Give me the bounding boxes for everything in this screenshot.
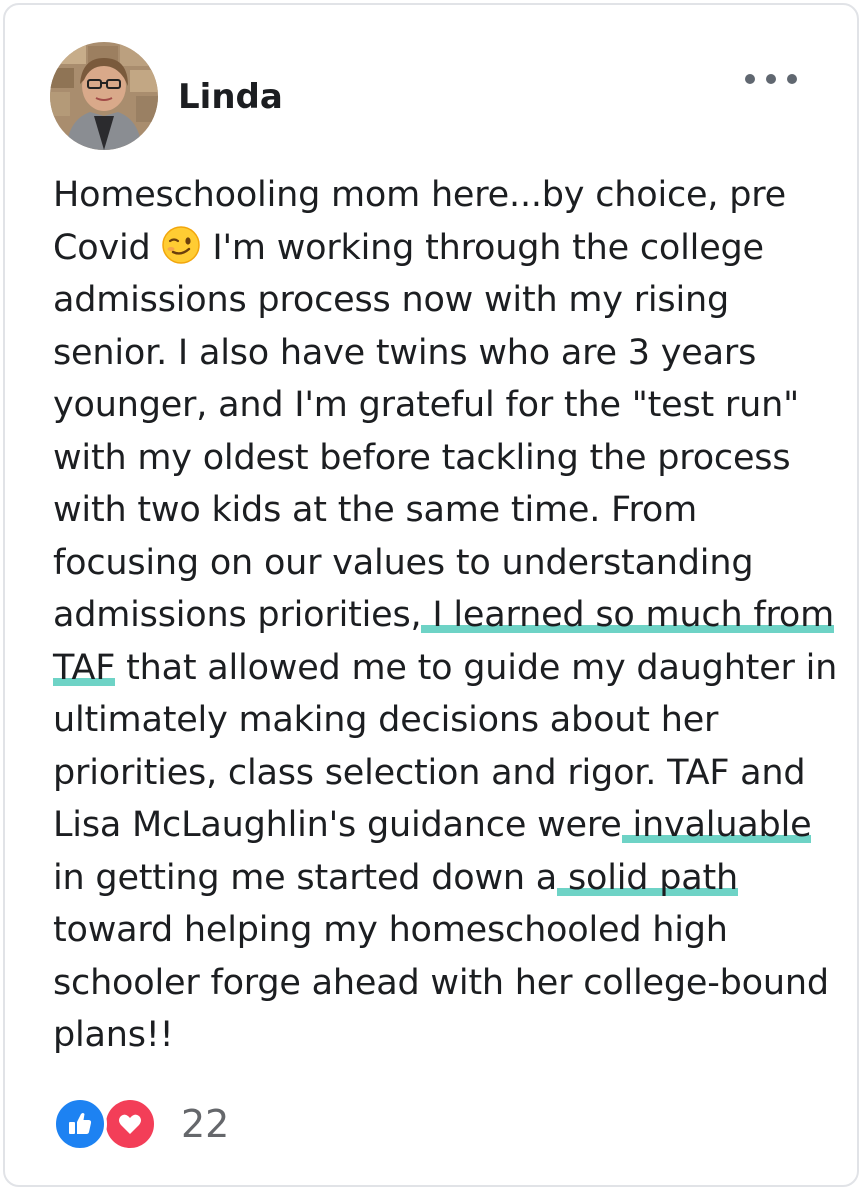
more-options-button[interactable] (745, 63, 797, 95)
author-name[interactable]: Linda (178, 77, 283, 117)
post-text: toward helping my homeschooled high schooler forge ahead with her college-bound plans!! (53, 910, 829, 1055)
reactions-summary[interactable] (53, 1097, 229, 1151)
like-icon (53, 1097, 107, 1151)
post-text: I'm working through the college admissions process now with my rising senior. I also have twins who are 3 years younger, and I'm grateful for the "test run" with my oldest before tackling the process with two kids at the same time. From focusing on our values to understanding admissions priorities, (53, 227, 799, 635)
post-card (3, 3, 859, 1187)
avatar[interactable] (50, 42, 158, 150)
highlighted-phrase: solid path (557, 857, 738, 898)
post-text: Homeschooling mom here...by choice, pre Covid (53, 175, 787, 268)
post-text: that allowed me to guide my daughter in ultimately making decisions about her priorities, class selection and rigor. TAF and Lisa McLaughlin's guidance were (53, 647, 838, 845)
post-text: in getting me started down a (53, 857, 558, 898)
more-dot-icon (766, 74, 776, 84)
highlighted-phrase: I learned so much from TAF (53, 595, 835, 688)
reaction-count[interactable]: 22 (181, 1102, 230, 1146)
more-dot-icon (745, 74, 755, 84)
profile-photo (50, 42, 158, 150)
winking-face-icon (161, 225, 201, 265)
highlighted-phrase: invaluable (621, 805, 812, 845)
love-icon (103, 1097, 157, 1151)
post-body (53, 169, 843, 1062)
more-dot-icon (787, 74, 797, 84)
